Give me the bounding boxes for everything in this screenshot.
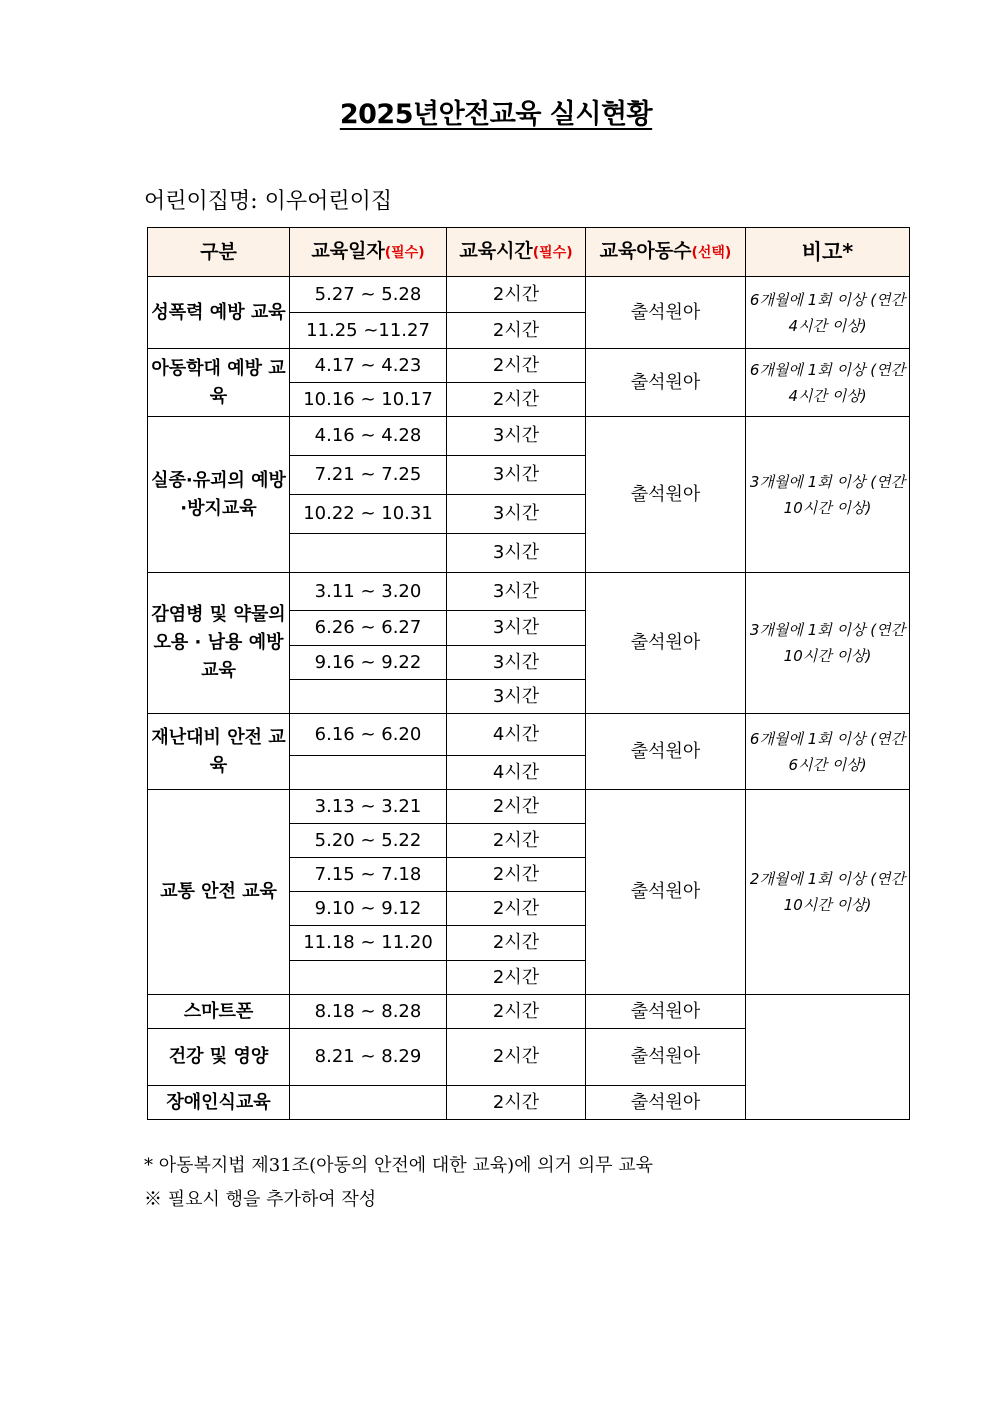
date-cell <box>290 961 447 995</box>
date-cell: 10.22 ~ 10.31 <box>290 495 447 534</box>
date-cell <box>290 1086 447 1120</box>
hours-cell: 2시간 <box>447 1086 586 1120</box>
children-cell: 출석원아 <box>586 1086 746 1120</box>
table-row <box>148 349 910 383</box>
children-cell: 출석원아 <box>586 714 746 790</box>
date-cell: 4.16 ~ 4.28 <box>290 417 447 456</box>
date-cell: 7.15 ~ 7.18 <box>290 858 447 892</box>
hours-cell: 3시간 <box>447 611 586 646</box>
hours-cell: 3시간 <box>447 680 586 714</box>
date-cell: 9.10 ~ 9.12 <box>290 892 447 926</box>
category-cell: 아동학대 예방 교육 <box>148 349 290 417</box>
hours-cell: 2시간 <box>447 1029 586 1086</box>
category-cell: 스마트폰 <box>148 995 290 1029</box>
category-cell: 교통 안전 교육 <box>148 790 290 995</box>
footnote-law: * 아동복지법 제31조(아동의 안전에 대한 교육)에 의거 의무 교육 <box>144 1155 654 1176</box>
header-note: 비고* <box>746 228 910 277</box>
header-hours: 교육시간(필수) <box>447 228 586 277</box>
hours-cell: 3시간 <box>447 534 586 573</box>
header-date: 교육일자(필수) <box>290 228 447 277</box>
date-cell: 3.13 ~ 3.21 <box>290 790 447 824</box>
hours-cell: 4시간 <box>447 714 586 756</box>
children-cell: 출석원아 <box>586 349 746 417</box>
children-cell: 출석원아 <box>586 417 746 573</box>
category-cell: 감염병 및 약물의오용 · 남용 예방 교육 <box>148 573 290 714</box>
hours-cell: 3시간 <box>447 646 586 680</box>
hours-cell: 3시간 <box>447 456 586 495</box>
table-row <box>148 277 910 313</box>
date-cell <box>290 534 447 573</box>
table-row <box>148 573 910 611</box>
category-cell: 건강 및 영양 <box>148 1029 290 1086</box>
hours-cell: 2시간 <box>447 961 586 995</box>
header-category: 구분 <box>148 228 290 277</box>
header-children: 교육아동수(선택) <box>586 228 746 277</box>
table-row <box>148 995 910 1029</box>
note-cell: 6개월에 1회 이상 (연간 4시간 이상) <box>746 277 910 349</box>
date-cell: 6.16 ~ 6.20 <box>290 714 447 756</box>
date-cell: 11.25 ~11.27 <box>290 313 447 349</box>
children-cell: 출석원아 <box>586 573 746 714</box>
date-cell: 11.18 ~ 11.20 <box>290 926 447 961</box>
hours-cell: 2시간 <box>447 824 586 858</box>
hours-cell: 3시간 <box>447 573 586 611</box>
safety-education-table <box>147 227 910 1120</box>
hours-cell: 3시간 <box>447 495 586 534</box>
hours-cell: 2시간 <box>447 858 586 892</box>
category-cell: 실종·유괴의 예방·방지교육 <box>148 417 290 573</box>
footnote-add-rows: ※ 필요시 행을 추가하여 작성 <box>144 1189 377 1210</box>
table-row <box>148 714 910 756</box>
note-cell-empty <box>746 995 910 1120</box>
note-cell: 3개월에 1회 이상 (연간 10시간 이상) <box>746 417 910 573</box>
category-cell: 성폭력 예방 교육 <box>148 277 290 349</box>
date-cell: 8.18 ~ 8.28 <box>290 995 447 1029</box>
children-cell: 출석원아 <box>586 277 746 349</box>
note-cell: 2개월에 1회 이상 (연간 10시간 이상) <box>746 790 910 995</box>
hours-cell: 2시간 <box>447 995 586 1029</box>
hours-cell: 2시간 <box>447 313 586 349</box>
required-tag: (필수) <box>532 245 573 261</box>
date-cell: 6.26 ~ 6.27 <box>290 611 447 646</box>
daycare-name: 어린이집명: 이우어린이집 <box>144 189 393 214</box>
optional-tag: (선택) <box>691 245 732 261</box>
category-cell: 장애인식교육 <box>148 1086 290 1120</box>
children-cell: 출석원아 <box>586 790 746 995</box>
date-cell: 10.16 ~ 10.17 <box>290 383 447 417</box>
category-cell: 재난대비 안전 교육 <box>148 714 290 790</box>
header-row <box>148 228 910 277</box>
note-cell: 6개월에 1회 이상 (연간 6시간 이상) <box>746 714 910 790</box>
required-tag: (필수) <box>384 245 425 261</box>
hours-cell: 3시간 <box>447 417 586 456</box>
note-cell: 6개월에 1회 이상 (연간 4시간 이상) <box>746 349 910 417</box>
hours-cell: 2시간 <box>447 383 586 417</box>
hours-cell: 2시간 <box>447 277 586 313</box>
date-cell: 8.21 ~ 8.29 <box>290 1029 447 1086</box>
date-cell: 5.27 ~ 5.28 <box>290 277 447 313</box>
page-title: 2025년안전교육 실시현황 <box>339 99 653 130</box>
date-cell <box>290 680 447 714</box>
children-cell: 출석원아 <box>586 1029 746 1086</box>
date-cell <box>290 756 447 790</box>
note-cell: 3개월에 1회 이상 (연간 10시간 이상) <box>746 573 910 714</box>
hours-cell: 2시간 <box>447 926 586 961</box>
hours-cell: 2시간 <box>447 790 586 824</box>
table-row <box>148 790 910 824</box>
children-cell: 출석원아 <box>586 995 746 1029</box>
date-cell: 9.16 ~ 9.22 <box>290 646 447 680</box>
hours-cell: 4시간 <box>447 756 586 790</box>
table-row <box>148 417 910 456</box>
date-cell: 5.20 ~ 5.22 <box>290 824 447 858</box>
hours-cell: 2시간 <box>447 892 586 926</box>
date-cell: 7.21 ~ 7.25 <box>290 456 447 495</box>
hours-cell: 2시간 <box>447 349 586 383</box>
date-cell: 4.17 ~ 4.23 <box>290 349 447 383</box>
date-cell: 3.11 ~ 3.20 <box>290 573 447 611</box>
